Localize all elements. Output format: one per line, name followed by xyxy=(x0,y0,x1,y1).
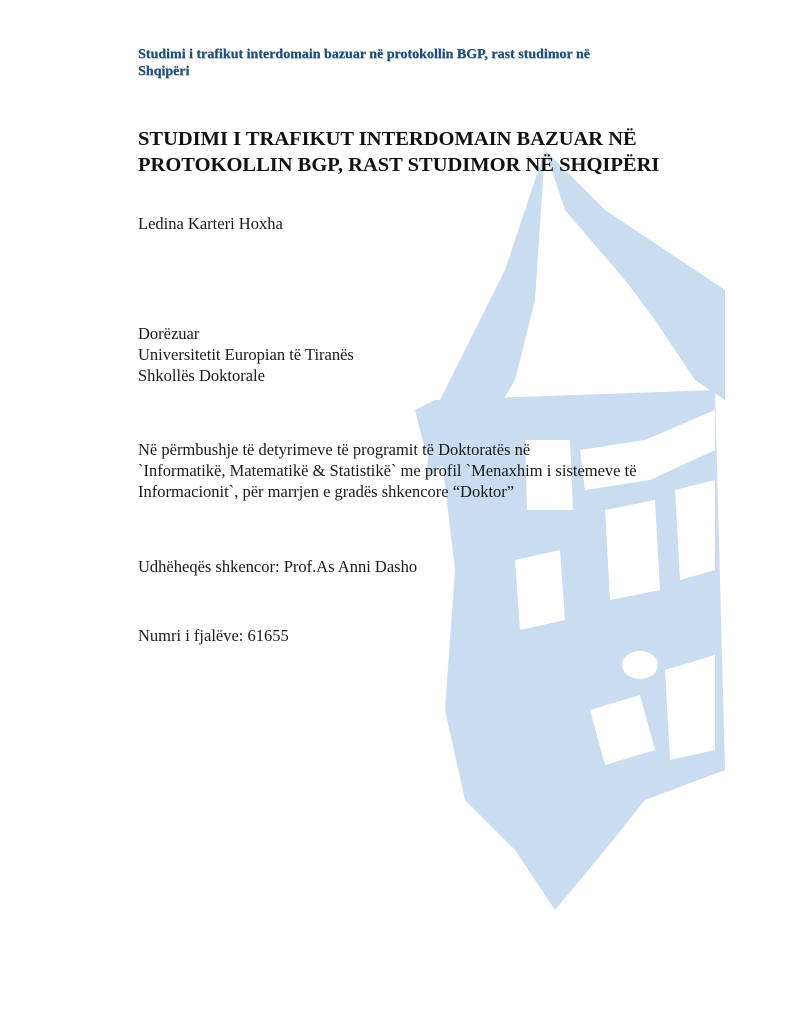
fulfilment-statement xyxy=(138,439,738,502)
submission-block xyxy=(138,323,354,386)
author-name: Ledina Karteri Hoxha xyxy=(138,214,283,233)
document-title-line-2: PROTOKOLLIN BGP, RAST STUDIMOR NË SHQIPËRI xyxy=(138,154,660,176)
doctoral-school: Shkollës Doktorale xyxy=(138,366,265,385)
running-header-line-1: Studimi i trafikut interdomain bazuar në protokollin BGP, rast studimor në xyxy=(138,47,590,62)
university-name: Universitetit Europian të Tiranës xyxy=(138,345,354,364)
running-header-line-2: Shqipëri xyxy=(138,64,190,79)
university-tower-watermark-icon xyxy=(395,150,725,920)
supervisor: Udhëheqës shkencor: Prof.As Anni Dasho xyxy=(138,557,418,576)
submitted-label: Dorëzuar xyxy=(138,324,200,343)
document-title xyxy=(138,126,738,178)
running-header xyxy=(138,46,698,80)
fulfilment-line-2: `Informatikë, Matematikë & Statistikë` me profil `Menaxhim i sistemeve të xyxy=(138,461,637,480)
word-count: Numri i fjalëve: 61655 xyxy=(138,626,289,645)
fulfilment-line-1: Në përmbushje të detyrimeve të programit të Doktoratës në xyxy=(138,440,531,459)
fulfilment-line-3: Informacionit`, për marrjen e gradës shkencore “Doktor” xyxy=(138,482,515,501)
document-title-line-1: STUDIMI I TRAFIKUT INTERDOMAIN BAZUAR NË xyxy=(138,128,637,150)
